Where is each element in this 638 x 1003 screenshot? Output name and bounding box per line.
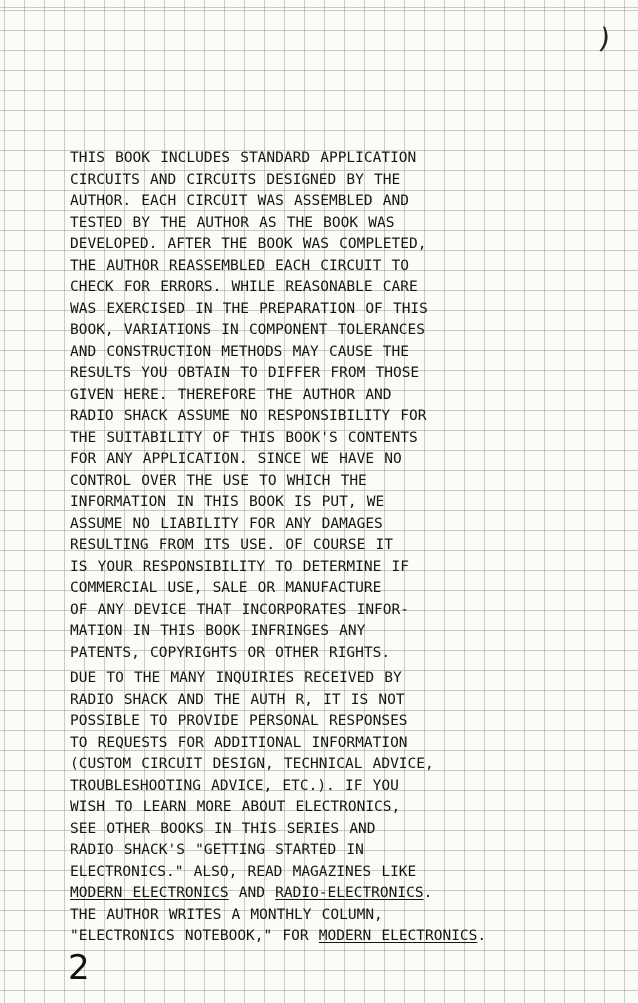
disclaimer-paragraph (70, 148, 582, 664)
text-line: BOOK, VARIATIONS IN COMPONENT TOLERANCES (70, 322, 425, 338)
text-line: IS YOUR RESPONSIBILITY TO DETERMINE IF (70, 558, 409, 575)
text-line: SEE OTHER BOOKS IN THIS SERIES AND (70, 820, 376, 837)
text-line: OF ANY DEVICE THAT INCORPORATES INFOR- (70, 601, 409, 618)
text-line-with-column-name (70, 926, 582, 948)
text-line: RADIO SHACK'S "GETTING STARTED IN (70, 842, 364, 858)
period-text: . (477, 928, 487, 944)
period-text: . (423, 885, 433, 901)
text-line: FOR ANY APPLICATION. SINCE WE HAVE NO (70, 451, 402, 467)
text-line: CONTROL OVER THE USE TO WHICH THE (70, 472, 367, 489)
text-line: RADIO SHACK ASSUME NO RESPONSIBILITY FOR (70, 408, 427, 424)
text-line: TO REQUESTS FOR ADDITIONAL INFORMATION (70, 734, 408, 751)
inquiry-paragraph (70, 668, 582, 948)
magazine-title-modern-electronics: MODERN ELECTRONICS (70, 885, 229, 901)
text-line: MATION IN THIS BOOK INFRINGES ANY (70, 623, 366, 639)
text-line: CIRCUITS AND CIRCUITS DESIGNED BY THE (70, 171, 401, 188)
text-line: THE SUITABILITY OF THIS BOOK'S CONTENTS (70, 429, 418, 446)
text-line: INFORMATION IN THIS BOOK IS PUT, WE (70, 494, 385, 510)
text-line: DEVELOPED. AFTER THE BOOK WAS COMPLETED, (70, 236, 427, 252)
text-line: THE AUTHOR REASSEMBLED EACH CIRCUIT TO (70, 257, 409, 274)
text-line: TROUBLESHOOTING ADVICE, ETC.). IF YOU (70, 777, 399, 794)
connector-text: AND (228, 885, 276, 901)
text-line: TESTED BY THE AUTHOR AS THE BOOK WAS (70, 214, 395, 231)
magazine-title-radio-electronics: RADIO-ELECTRONICS (275, 885, 424, 901)
text-line: THIS BOOK INCLUDES STANDARD APPLICATION (70, 150, 417, 166)
text-line: RESULTS YOU OBTAIN TO DIFFER FROM THOSE (70, 365, 420, 381)
text-line-with-magazines (70, 883, 582, 905)
text-line: THE AUTHOR WRITES A MONTHLY COLUMN, (70, 906, 383, 923)
text-line: POSSIBLE TO PROVIDE PERSONAL RESPONSES (70, 713, 408, 729)
text-line: WAS EXERCISED IN THE PREPARATION OF THIS (70, 300, 428, 317)
text-line: AUTHOR. EACH CIRCUIT WAS ASSEMBLED AND (70, 193, 409, 209)
text-line: AND CONSTRUCTION METHODS MAY CAUSE THE (70, 343, 409, 360)
column-name-text: "ELECTRONICS NOTEBOOK," FOR (70, 928, 319, 944)
text-line: GIVEN HERE. THEREFORE THE AUTHOR AND (70, 386, 392, 403)
text-line: PATENTS, COPYRIGHTS OR OTHER RIGHTS. (70, 644, 391, 661)
text-line: WISH TO LEARN MORE ABOUT ELECTRONICS, (70, 799, 401, 815)
magazine-title-modern-electronics: MODERN ELECTRONICS (318, 928, 478, 944)
page-number: 2 (68, 948, 90, 988)
text-line: CHECK FOR ERRORS. WHILE REASONABLE CARE (70, 279, 418, 295)
text-line: RADIO SHACK AND THE AUTH R, IT IS NOT (70, 691, 405, 708)
text-line: (CUSTOM CIRCUIT DESIGN, TECHNICAL ADVICE, (70, 756, 434, 772)
corner-mark: ) (596, 21, 613, 56)
text-line: ASSUME NO LIABILITY FOR ANY DAMAGES (70, 515, 383, 532)
text-line: ELECTRONICS." ALSO, READ MAGAZINES LIKE (70, 863, 417, 880)
text-line: DUE TO THE MANY INQUIRIES RECEIVED BY (70, 670, 402, 686)
text-line: COMMERCIAL USE, SALE OR MANUFACTURE (70, 580, 382, 596)
text-line: RESULTING FROM ITS USE. OF COURSE IT (70, 537, 393, 553)
